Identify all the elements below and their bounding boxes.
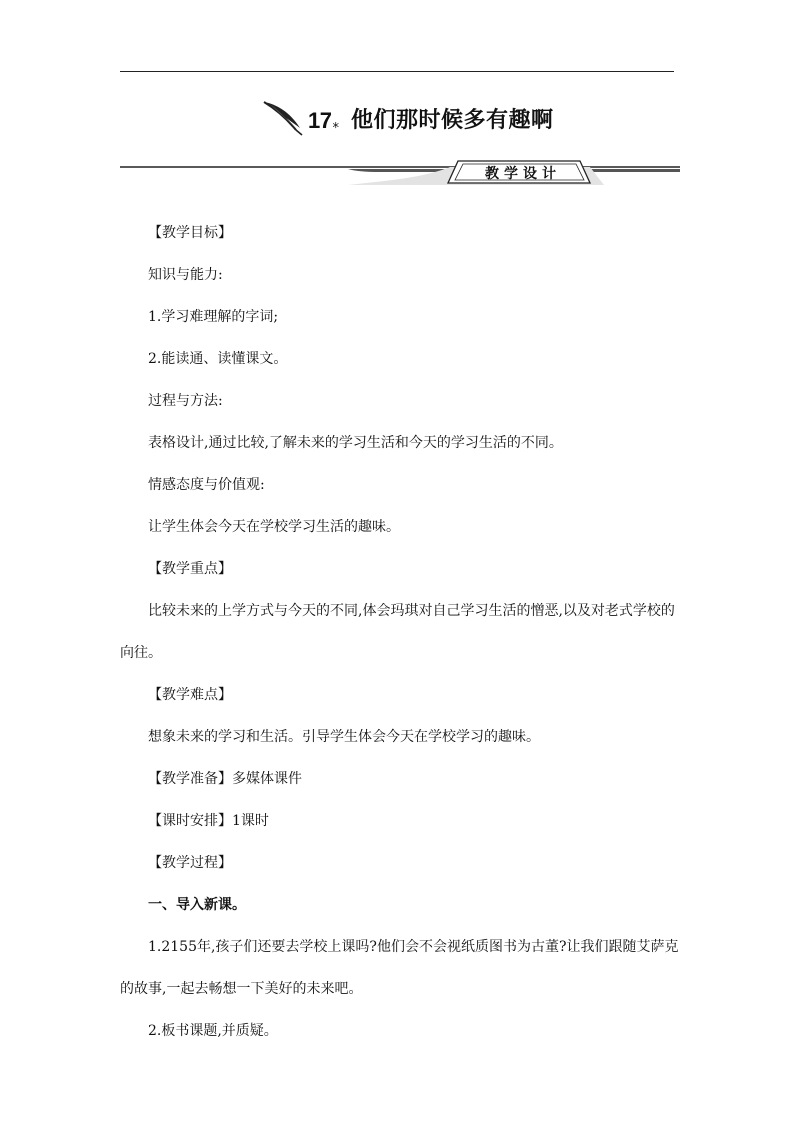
difficulties-text: 想象未来的学习和生活。引导学生体会今天在学校学习的趣味。 (148, 729, 540, 745)
heading-difficulties: 【教学难点】 (148, 687, 232, 703)
objective-category: 知识与能力: (148, 267, 223, 283)
objective-item: 2.能读通、读懂课文。 (148, 351, 288, 367)
banner-label: 教学设计 (485, 166, 561, 182)
step-item: 1.2155年,孩子们还要去学校上课吗?他们会不会视纸质图书为古董?让我们跟随艾萨克的故事,一起去畅想一下美好的未来吧。 (120, 939, 679, 997)
lesson-marker: * (332, 121, 339, 136)
step-heading: 一、导入新课。 (148, 897, 246, 913)
lesson-number: 17 (308, 108, 332, 133)
objective-item: 1.学习难理解的字词; (148, 309, 279, 325)
heading-objectives: 【教学目标】 (148, 225, 232, 241)
quill-icon (262, 98, 306, 136)
objective-item: 表格设计,通过比较,了解未来的学习生活和今天的学习生活的不同。 (148, 435, 563, 451)
objective-item: 让学生体会今天在学校学习生活的趣味。 (148, 519, 400, 535)
schedule-line: 【课时安排】1课时 (148, 813, 269, 829)
heading-key-points: 【教学重点】 (148, 561, 232, 577)
step-item: 2.板书课题,并质疑。 (148, 1023, 278, 1039)
banner-shape (120, 155, 680, 191)
key-points-text: 比较未来的上学方式与今天的不同,体会玛琪对自己学习生活的憎恶,以及对老式学校的向往。 (120, 603, 675, 661)
heading-process: 【教学过程】 (148, 855, 232, 871)
document-body (120, 212, 682, 1052)
preparation-line: 【教学准备】多媒体课件 (148, 771, 302, 787)
lesson-title: 他们那时候多有趣啊 (350, 108, 554, 133)
objective-category: 过程与方法: (148, 393, 223, 409)
lesson-header (262, 92, 554, 136)
objective-category: 情感态度与价值观: (148, 477, 265, 493)
top-rule (120, 71, 674, 72)
section-banner (120, 155, 680, 191)
